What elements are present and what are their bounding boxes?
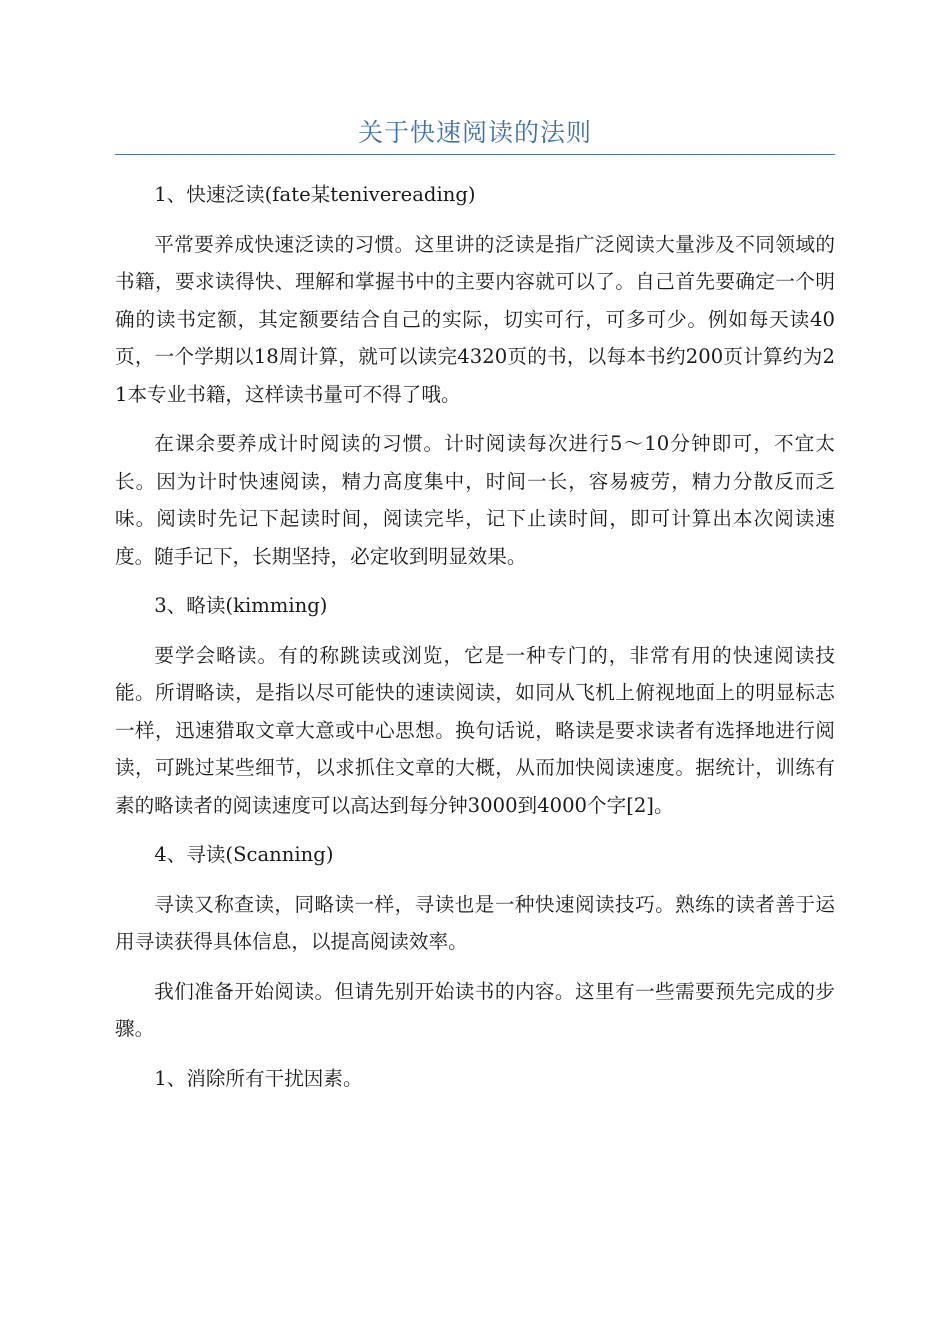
paragraph-timed-reading: 在课余要养成计时阅读的习惯。计时阅读每次进行5～10分钟即可，不宜太长。因为计时快速阅读，精力高度集中，时间一长，容易疲劳，精力分散反而乏味。阅读时先记下起读时间，阅读完毕，记下止读时间，即可计算出本次阅读速度。随手记下，长期坚持，必定收到明显效果。 — [115, 432, 835, 568]
document-title: 关于快速阅读的法则 — [357, 118, 592, 147]
document-body — [115, 176, 835, 1097]
paragraph-scanning: 寻读又称查读，同略读一样，寻读也是一种快速阅读技巧。熟练的读者善于运用寻读获得具体信息，以提高阅读效率。 — [115, 892, 835, 953]
title-underline — [115, 154, 835, 155]
heading-fast-extensive-reading: 1、快速泛读(fate某tenivereading) — [154, 183, 476, 206]
paragraph-extensive-reading: 平常要养成快速泛读的习惯。这里讲的泛读是指广泛阅读大量涉及不同领域的书籍，要求读得快、理解和掌握书中的主要内容就可以了。自己首先要确定一个明确的读书定额，其定额要结合自己的实际，切实可行，可多可少。例如每天读40页，一个学期以18周计算，就可以读完4320页的书，以每本书约200页计算约为21本专业书籍，这样读书量可不得了哦。 — [115, 232, 835, 406]
heading-scanning: 4、寻读(Scanning) — [154, 843, 334, 866]
paragraph-skimming: 要学会略读。有的称跳读或浏览，它是一种专门的，非常有用的快速阅读技能。所谓略读，是指以尽可能快的速读阅读，如同从飞机上俯视地面上的明显标志一样，迅速猎取文章大意或中心思想。换句话说，略读是要求读者有选择地进行阅读，可跳过某些细节，以求抓住文章的大概，从而加快阅读速度。据统计，训练有素的略读者的阅读速度可以高达到每分钟3000到4000个字[2]。 — [115, 643, 835, 817]
list-item-remove-distractions: 1、消除所有干扰因素。 — [154, 1066, 363, 1090]
heading-skimming: 3、略读(kimming) — [154, 594, 328, 617]
paragraph-preparation: 我们准备开始阅读。但请先别开始读书的内容。这里有一些需要预先完成的步骤。 — [115, 979, 835, 1040]
